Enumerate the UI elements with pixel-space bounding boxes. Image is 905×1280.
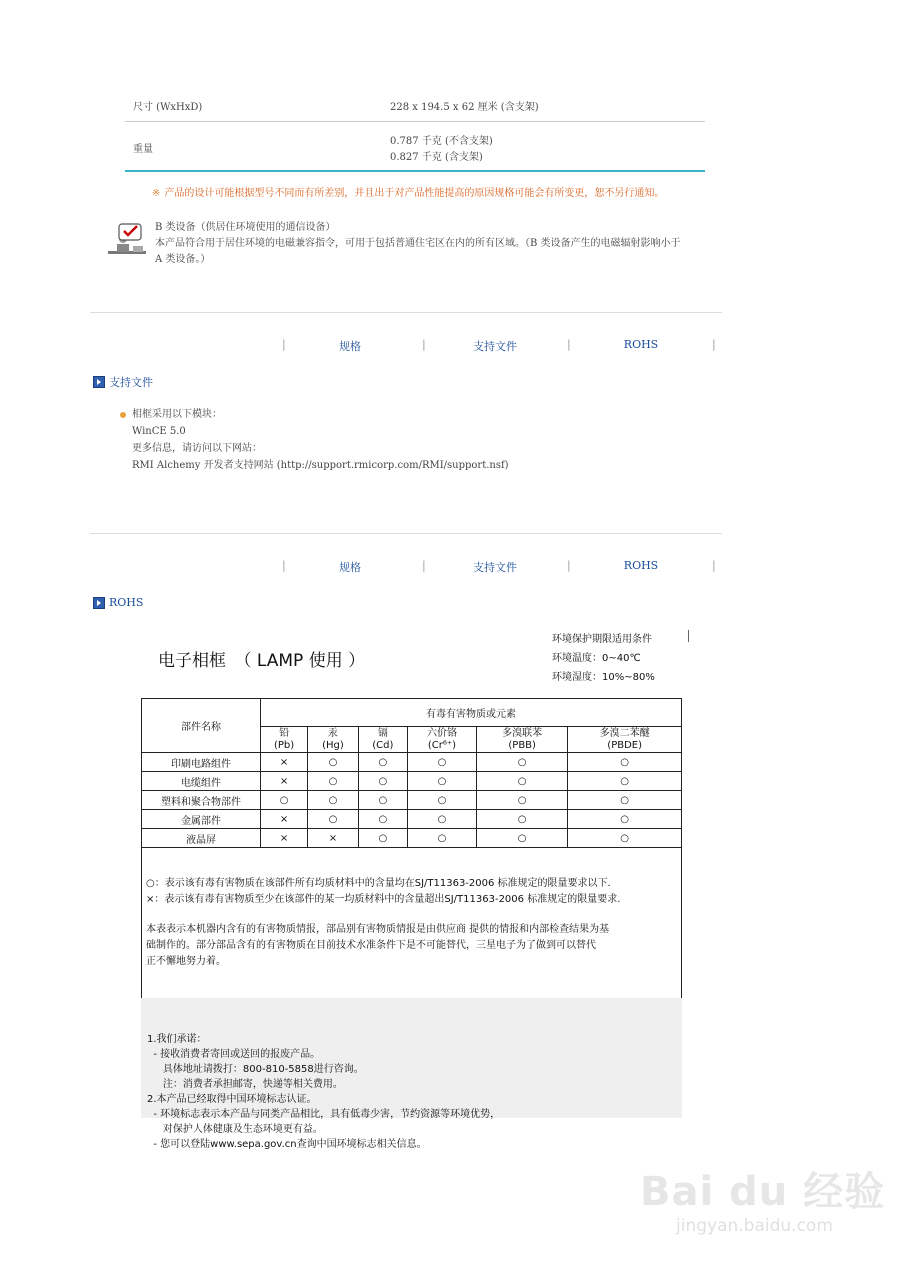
notice-text: 产品的设计可能根据型号不同而有所差别，并且出于对产品性能提高的原因规格可能会有所变更，恕不另行通知。 (164, 188, 665, 199)
substance-cell: ○ (308, 772, 358, 791)
commitment-line: - 环境标志表示本产品与同类产品相比，具有低毒少害，节约资源等环境优势， (147, 1109, 501, 1120)
env-conditions (552, 630, 655, 687)
bullet-icon (120, 412, 126, 418)
class-b-line: 本产品符合用于居住环境的电磁兼容指令，可用于包括普通住宅区在内的所有区域。（B 类设备产生的电磁辐射影响小于 (155, 238, 681, 249)
class-b-title: B 类设备（供居住环境使用的通信设备） (155, 222, 336, 233)
substance-name: 镉 (377, 727, 388, 739)
substance-cell: × (261, 772, 308, 791)
commitment-line: 具体地址请拨打：800-810-5858进行咨询。 (147, 1064, 364, 1075)
support-line: WinCE 5.0 (132, 426, 186, 437)
substance-cell: ○ (407, 829, 476, 848)
substance-symbol: (Cr⁶⁺) (427, 739, 457, 751)
rohs-heading (93, 596, 143, 609)
substance-cell: ○ (477, 791, 568, 810)
env-line: 环境温度：0~40℃ (552, 653, 641, 664)
commitment-list (141, 1032, 682, 1152)
notice-mark: ※ (152, 188, 161, 199)
divider (90, 533, 722, 534)
spec-value: 0.787 千克 (不含支架) (390, 136, 493, 147)
substance-cell: ○ (568, 772, 682, 791)
substance-name: 多溴联苯 (502, 727, 543, 739)
spec-label: 尺寸 (WxHxD) (133, 102, 203, 113)
col-header-group: 有毒有害物质或元素 (261, 699, 682, 727)
substance-name: 汞 (327, 727, 338, 739)
design-notice (152, 184, 664, 199)
table-row (142, 829, 682, 848)
substance-cell: ○ (477, 772, 568, 791)
substance-cell: ○ (568, 829, 682, 848)
col-header-substance (358, 727, 407, 753)
hazardous-substance-table (141, 698, 682, 1003)
substance-symbol: (PBDE) (607, 739, 643, 751)
table-row (142, 753, 682, 772)
commitment-line: - 接收消费者寄回或送回的报废产品。 (147, 1049, 321, 1060)
rohs-title: ROHS (109, 596, 144, 609)
substance-cell: ○ (308, 753, 358, 772)
substance-cell: × (261, 829, 308, 848)
substance-cell: ○ (358, 772, 407, 791)
baidu-watermark-logo (640, 1160, 885, 1217)
env-line: 环境保护期限适用条件 (552, 634, 652, 645)
substance-name: 铅 (279, 727, 290, 739)
col-header-substance (568, 727, 682, 753)
nav-separator: | (712, 559, 716, 572)
nav-link-spec[interactable]: 规格 (339, 340, 361, 353)
substance-cell: ○ (358, 829, 407, 848)
substance-symbol: (Cd) (372, 739, 394, 751)
table-row (142, 810, 682, 829)
watermark-url: jingyan.baidu.com (676, 1216, 833, 1236)
commitments-box (141, 998, 682, 1150)
part-name: 电缆组件 (142, 772, 261, 791)
substance-cell: ○ (407, 753, 476, 772)
rohs-main-heading: 电子相框 （ LAMP 使用 ） (158, 651, 366, 671)
para-line: 础制作的。部分部品含有的有害物质在目前技术水准条件下是不可能替代，三星电子为了做到可以替代 (146, 940, 596, 951)
substance-symbol: (PBB) (508, 739, 536, 751)
col-header-part: 部件名称 (142, 699, 261, 753)
substance-cell: ○ (261, 791, 308, 810)
nav-separator: | (567, 338, 571, 351)
divider (125, 170, 705, 172)
table-row (142, 772, 682, 791)
substance-cell: × (261, 753, 308, 772)
divider (125, 121, 705, 122)
substance-cell: × (261, 810, 308, 829)
support-line: 相框采用以下模块： (132, 409, 222, 420)
substance-cell: × (308, 829, 358, 848)
section-arrow-icon (93, 597, 105, 609)
spec-label: 重量 (133, 144, 153, 155)
commitment-line: - 您可以登陆www.sepa.gov.cn查询中国环境标志相关信息。 (147, 1139, 427, 1150)
substance-cell: ○ (477, 829, 568, 848)
table-notes (142, 848, 682, 1003)
para-line: 本表表示本机器内含有的有害物质情报，部品别有害物质情报是由供应商 提供的情报和内部检查结果为基 (146, 924, 610, 935)
spec-value: 0.827 千克 (含支架) (390, 152, 483, 163)
commitment-line: 2.本产品已经取得中国环境标志认证。 (147, 1094, 317, 1105)
substance-symbol: (Pb) (274, 739, 295, 751)
nav-link-rohs[interactable]: ROHS (623, 338, 659, 351)
substance-cell: ○ (308, 791, 358, 810)
section-nav (280, 559, 720, 575)
divider (90, 312, 722, 313)
commitment-line: 对保护人体健康及生态环境更有益。 (147, 1124, 323, 1135)
support-link[interactable]: RMI Alchemy 开发者支持网站 (http://support.rmicorp.com/RMI/support.nsf) (132, 460, 509, 471)
col-header-substance (308, 727, 358, 753)
substance-cell: ○ (407, 772, 476, 791)
substance-cell: ○ (308, 810, 358, 829)
substance-name: 六价铬 (426, 727, 457, 739)
nav-separator: | (422, 338, 426, 351)
substance-cell: ○ (407, 810, 476, 829)
part-name: 印刷电路组件 (142, 753, 261, 772)
spec-value: 228 x 194.5 x 62 厘米 (含支架) (390, 102, 539, 113)
nav-link-support[interactable]: 支持文件 (473, 561, 517, 574)
support-heading (93, 374, 153, 390)
support-title: 支持文件 (109, 376, 153, 389)
nav-link-support[interactable]: 支持文件 (473, 340, 517, 353)
nav-separator: | (567, 559, 571, 572)
substance-cell: ○ (358, 810, 407, 829)
col-header-substance (407, 727, 476, 753)
section-nav (280, 338, 720, 354)
nav-separator: | (712, 338, 716, 351)
commitment-line: 注：消费者承担邮寄，快递等相关费用。 (147, 1079, 343, 1090)
support-list (132, 406, 509, 474)
part-name: 塑料和聚合物部件 (142, 791, 261, 810)
env-line: 环境湿度：10%~80% (552, 672, 655, 683)
substance-cell: ○ (358, 753, 407, 772)
substance-cell: ○ (477, 810, 568, 829)
note-line: ○：表示该有毒有害物质在该部件所有均质材料中的含量均在SJ/T11363-2006 标准规定的限量要求以下. (146, 878, 611, 889)
substance-cell: ○ (568, 810, 682, 829)
substance-cell: ○ (407, 791, 476, 810)
watermark-brand: Bai du 经验 (640, 1169, 886, 1215)
class-b-line: A 类设备。） (155, 254, 211, 265)
commitment-line: 1.我们承诺： (147, 1034, 207, 1045)
part-name: 液晶屏 (142, 829, 261, 848)
para-line: 正不懈地努力着。 (146, 956, 226, 967)
class-b-text (155, 220, 715, 268)
class-b-icon (107, 222, 147, 260)
substance-cell: ○ (568, 753, 682, 772)
substance-symbol: (Hg) (322, 739, 344, 751)
support-line: 更多信息，请访问以下网站： (132, 443, 262, 454)
part-name: 金属部件 (142, 810, 261, 829)
divider (688, 630, 689, 642)
nav-separator: | (422, 559, 426, 572)
col-header-substance (477, 727, 568, 753)
table-row (142, 791, 682, 810)
substance-cell: ○ (568, 791, 682, 810)
nav-separator: | (282, 559, 286, 572)
note-line: ×：表示该有毒有害物质至少在该部件的某一均质材料中的含量超出SJ/T11363-2006 标准规定的限量要求. (146, 894, 621, 905)
substance-cell: ○ (477, 753, 568, 772)
nav-separator: | (282, 338, 286, 351)
nav-link-rohs[interactable]: ROHS (623, 559, 659, 572)
nav-link-spec[interactable]: 规格 (339, 561, 361, 574)
col-header-substance (261, 727, 308, 753)
section-arrow-icon (93, 376, 105, 388)
substance-name: 多溴二苯醚 (599, 727, 650, 739)
substance-cell: ○ (358, 791, 407, 810)
